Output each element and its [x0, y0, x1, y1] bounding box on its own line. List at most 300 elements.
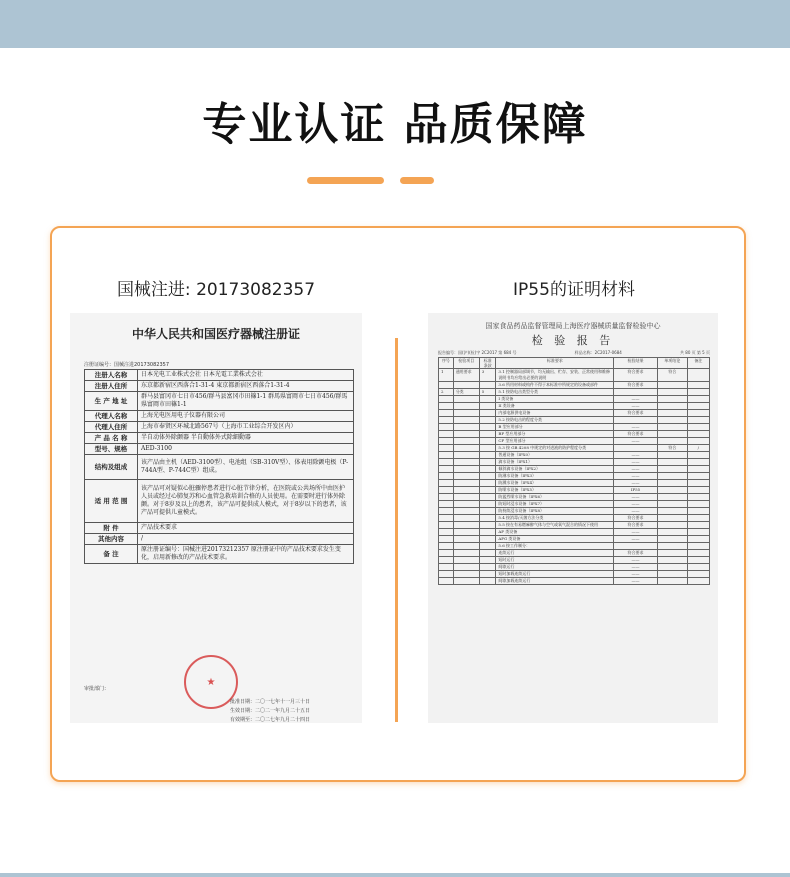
report-cell	[479, 417, 496, 424]
report-cell	[453, 543, 479, 550]
report-cell: 防溅水设备（IPX4）	[496, 480, 614, 487]
report-cell	[439, 459, 454, 466]
report-cell: ——	[614, 536, 657, 543]
report-cell	[479, 445, 496, 452]
report-cell	[439, 438, 454, 445]
expiry-date: 有效期至：二〇二七年九月二十四日	[230, 717, 311, 723]
report-cell	[479, 529, 496, 536]
report-cell	[479, 578, 496, 585]
report-row	[439, 403, 710, 410]
report-row	[439, 473, 710, 480]
certificate-field-label: 适 用 范 围	[85, 480, 138, 523]
report-cell	[479, 501, 496, 508]
report-cell	[453, 396, 479, 403]
report-cell: ——	[614, 452, 657, 459]
report-cell: 5	[479, 389, 496, 396]
report-cell: ——	[614, 529, 657, 536]
report-cell: ——	[614, 578, 657, 585]
report-title: 检 验 报 告	[531, 334, 615, 347]
report-cell: 间歇加载连续运行	[496, 578, 614, 585]
report-cell: 短时加载连续运行	[496, 571, 614, 578]
report-cell: ——	[614, 494, 657, 501]
certificate-field-value: AED-3100	[138, 444, 354, 455]
report-cell: 符合要求	[614, 550, 657, 557]
report-row	[439, 438, 710, 445]
report-cell: 5.4 按消毒/灭菌方法分类	[496, 515, 614, 522]
report-cell	[439, 480, 454, 487]
report-cell: 2	[439, 389, 454, 396]
certificate-field-label: 产 品 名 称	[85, 433, 138, 444]
report-cell	[687, 431, 709, 438]
report-sample: 样品名称：2C2017-0684	[574, 350, 622, 355]
report-cell	[453, 494, 479, 501]
certificate-field-value: 产品技术要求	[138, 523, 354, 534]
report-cell: ——	[614, 508, 657, 515]
report-meta	[438, 350, 710, 356]
report-cell	[479, 564, 496, 571]
report-cell: I 类设备	[496, 396, 614, 403]
center-divider	[395, 338, 398, 722]
report-cell	[479, 438, 496, 445]
report-cell	[657, 501, 687, 508]
report-cell	[657, 480, 687, 487]
report-cell	[687, 410, 709, 417]
report-cell	[439, 452, 454, 459]
report-cell	[439, 550, 454, 557]
right-caption: IP55的证明材料	[513, 280, 635, 300]
report-cell	[687, 501, 709, 508]
report-cell: 防喷水设备（IPX5）	[496, 487, 614, 494]
report-cell: CF 型应用部分	[496, 438, 614, 445]
report-cell	[453, 571, 479, 578]
report-row	[439, 536, 710, 543]
report-cell	[657, 529, 687, 536]
report-cell: 符合要求	[614, 382, 657, 389]
certificate-field-label: 型号、规格	[85, 444, 138, 455]
report-cell	[614, 417, 657, 424]
report-number: 报告编号：国(沪)(检)字 2C2017 第 684 号	[438, 350, 517, 355]
report-cell	[453, 529, 479, 536]
report-cell	[439, 571, 454, 578]
report-cell	[453, 438, 479, 445]
certificate-title: 中华人民共和国医疗器械注册证	[131, 327, 300, 341]
report-cell	[687, 494, 709, 501]
certificate-table	[84, 369, 354, 564]
certificate-field-label: 结构及组成	[85, 455, 138, 480]
report-cell	[439, 424, 454, 431]
report-cell: 滴水设备（IPX1）	[496, 459, 614, 466]
report-cell: ——	[614, 501, 657, 508]
report-row	[439, 382, 710, 389]
report-cell	[687, 403, 709, 410]
report-cell: ——	[614, 459, 657, 466]
report-cell: ——	[614, 396, 657, 403]
report-cell: ——	[614, 466, 657, 473]
report-cell	[687, 466, 709, 473]
certificate-authority: 审批部门：	[84, 686, 110, 692]
report-cell: 符合	[657, 369, 687, 382]
report-row	[439, 529, 710, 536]
report-cell	[439, 557, 454, 564]
report-row	[439, 557, 710, 564]
report-cell: 防淋水设备（IPX3）	[496, 473, 614, 480]
bottom-line	[0, 873, 790, 877]
report-cell	[687, 487, 709, 494]
report-cell	[453, 473, 479, 480]
report-cell	[479, 480, 496, 487]
report-cell	[657, 459, 687, 466]
report-row	[439, 389, 710, 396]
report-cell	[687, 536, 709, 543]
effective-date: 生效日期：二〇二一年九月二十五日	[230, 708, 311, 714]
certificate-field-value: 该产品由主机（AED-3100型）、电池组（SB-310V型）、体表用除颤电极（P-744A型、P-744C型）组成。	[138, 455, 354, 480]
report-cell	[453, 424, 479, 431]
report-cell	[453, 431, 479, 438]
certificate-row	[85, 523, 354, 534]
report-row	[439, 508, 710, 515]
report-row	[439, 550, 710, 557]
report-cell	[687, 522, 709, 529]
certificate-field-value: 该产品可对疑似心脏骤停患者进行心脏节律分析，在医院或公共场所中由医护人员或经过心肺复苏和心血管急救培训合格的人员使用。在需要时进行体外除颤。对于8岁及以上的患者，该产品可提供成人模式，对于8岁以下的患者，该产品可提供儿童模式。	[138, 480, 354, 523]
report-cell	[687, 473, 709, 480]
report-cell	[439, 529, 454, 536]
report-cell	[479, 494, 496, 501]
report-row	[439, 543, 710, 550]
report-cell	[657, 550, 687, 557]
report-cell: ——	[614, 480, 657, 487]
certificate-row	[85, 370, 354, 381]
report-cell	[657, 494, 687, 501]
report-cell	[439, 445, 454, 452]
report-cell	[453, 564, 479, 571]
report-row	[439, 501, 710, 508]
report-header-cell: 备注	[687, 358, 709, 369]
report-cell	[479, 543, 496, 550]
report-cell	[657, 431, 687, 438]
report-cell	[687, 369, 709, 382]
report-cell	[687, 396, 709, 403]
report-cell	[453, 522, 479, 529]
report-cell	[687, 578, 709, 585]
report-row	[439, 487, 710, 494]
report-cell	[614, 389, 657, 396]
report-cell	[479, 403, 496, 410]
report-cell	[687, 424, 709, 431]
report-cell: 倾斜滴水设备（IPX2）	[496, 466, 614, 473]
report-cell	[657, 424, 687, 431]
top-band	[0, 0, 790, 48]
report-row	[439, 431, 710, 438]
report-table	[438, 357, 710, 585]
certificate-row	[85, 433, 354, 444]
report-cell	[439, 522, 454, 529]
certificate-field-label: 备 注	[85, 545, 138, 564]
report-cell	[453, 550, 479, 557]
report-cell	[479, 396, 496, 403]
registration-certificate	[70, 313, 362, 723]
report-cell	[479, 550, 496, 557]
certificate-field-value: 上海光电医用电子仪器有限公司	[138, 411, 354, 422]
report-cell	[439, 417, 454, 424]
report-row	[439, 515, 710, 522]
report-cell	[453, 536, 479, 543]
page-title: 专业认证 品质保障	[202, 99, 588, 150]
report-cell	[657, 522, 687, 529]
report-cell	[479, 459, 496, 466]
report-cell	[687, 480, 709, 487]
report-header-cell: 标准条款	[479, 358, 496, 369]
report-cell	[453, 382, 479, 389]
report-cell: AP 类设备	[496, 529, 614, 536]
certificate-field-value: 半自动体外除颤器 半自動体外式除細動器	[138, 433, 354, 444]
report-cell: ——	[614, 424, 657, 431]
report-cell: ——	[614, 403, 657, 410]
report-cell	[439, 578, 454, 585]
report-cell: 3.6 所用材料或构件不得于本标准中所规定的设备或部件	[496, 382, 614, 389]
report-cell	[657, 578, 687, 585]
test-report	[428, 313, 718, 723]
report-cell: ——	[614, 557, 657, 564]
report-cell	[687, 543, 709, 550]
certificate-field-label: 注册人名称	[85, 370, 138, 381]
report-cell	[479, 536, 496, 543]
report-cell	[657, 543, 687, 550]
report-row	[439, 424, 710, 431]
certificate-field-value: 原注册证编号：国械注进20173212357 原注册证中的产品技术要求发生变化，启用新修改的产品技术要求。	[138, 545, 354, 564]
report-cell	[453, 466, 479, 473]
report-cell	[439, 410, 454, 417]
report-row	[439, 452, 710, 459]
report-cell	[453, 515, 479, 522]
report-cell	[657, 438, 687, 445]
report-cell	[439, 466, 454, 473]
report-cell	[453, 557, 479, 564]
report-cell: 符合要求	[614, 369, 657, 382]
report-cell	[657, 382, 687, 389]
certificate-row	[85, 411, 354, 422]
report-cell	[657, 508, 687, 515]
report-cell: 3.1 控制器局部调节，均无输出、贮存、安装、正常使用和维修说明书均应给出必要的说明	[496, 369, 614, 382]
report-cell: 5.6 按工作制分：	[496, 543, 614, 550]
report-row	[439, 445, 710, 452]
certificate-row	[85, 545, 354, 564]
report-cell: 3	[479, 369, 496, 382]
report-row	[439, 564, 710, 571]
report-cell	[439, 543, 454, 550]
report-cell	[479, 515, 496, 522]
certificate-field-value: /	[138, 534, 354, 545]
report-cell	[687, 459, 709, 466]
official-seal: ★	[184, 655, 238, 709]
report-cell	[657, 396, 687, 403]
report-cell: 短时运行	[496, 557, 614, 564]
report-cell	[687, 389, 709, 396]
report-cell	[439, 501, 454, 508]
report-cell	[657, 515, 687, 522]
report-cell	[657, 410, 687, 417]
certificate-dates	[230, 698, 310, 725]
report-cell: IP55	[614, 487, 657, 494]
report-row	[439, 494, 710, 501]
report-cell	[687, 382, 709, 389]
report-cell	[439, 487, 454, 494]
report-cell	[657, 417, 687, 424]
report-cell: 连续运行	[496, 550, 614, 557]
report-cell	[479, 508, 496, 515]
report-cell: 1	[439, 369, 454, 382]
report-cell	[439, 403, 454, 410]
certificate-row	[85, 480, 354, 523]
report-cell	[479, 571, 496, 578]
report-cell	[439, 508, 454, 515]
report-cell	[657, 473, 687, 480]
report-row	[439, 396, 710, 403]
certificate-row	[85, 381, 354, 392]
report-row	[439, 522, 710, 529]
certificate-field-label: 注册人住所	[85, 381, 138, 392]
report-cell: 防短时浸水设备（IPX7）	[496, 501, 614, 508]
report-cell	[453, 480, 479, 487]
report-cell	[657, 487, 687, 494]
report-cell	[439, 536, 454, 543]
report-row	[439, 369, 710, 382]
report-cell: 5.2 按防电击的程度分类	[496, 417, 614, 424]
certificate-field-value: 上海市奉贤区环城北路567号（上海市工业综合开发区内）	[138, 422, 354, 433]
left-caption: 国械注进: 20173082357	[116, 280, 316, 300]
report-header-cell: 检验项目	[453, 358, 479, 369]
title-underline-long	[307, 177, 384, 184]
report-cell	[657, 536, 687, 543]
report-organization: 国家食品药品监督管理局上海医疗器械质量监督检验中心	[485, 322, 661, 330]
report-cell	[687, 529, 709, 536]
report-cell	[479, 487, 496, 494]
report-cell	[687, 571, 709, 578]
report-cell: APG 类设备	[496, 536, 614, 543]
certificate-row	[85, 422, 354, 433]
report-cell	[453, 501, 479, 508]
report-cell: 符合	[657, 445, 687, 452]
report-cell	[657, 403, 687, 410]
report-cell: 5.3 按 GB 4208 中规定的对进液的防护程度分类	[496, 445, 614, 452]
report-cell	[687, 550, 709, 557]
report-cell: 符合要求	[614, 410, 657, 417]
report-cell	[479, 557, 496, 564]
certificate-field-value: 东京都新宿区西落合1-31-4 東京都新宿区西落合1-31-4	[138, 381, 354, 392]
certificate-field-label: 生 产 地 址	[85, 392, 138, 411]
report-cell	[614, 445, 657, 452]
title-underline-short	[400, 177, 434, 184]
report-cell	[614, 543, 657, 550]
report-cell	[453, 445, 479, 452]
report-header-cell: 标准要求	[496, 358, 614, 369]
report-cell	[453, 403, 479, 410]
report-cell	[657, 564, 687, 571]
report-row	[439, 410, 710, 417]
report-cell	[479, 431, 496, 438]
report-cell	[439, 382, 454, 389]
report-cell	[687, 452, 709, 459]
report-cell	[657, 389, 687, 396]
report-cell: 5.5 按在有易燃麻醉气体与空气或氧气混合的情况下使用	[496, 522, 614, 529]
report-cell	[479, 410, 496, 417]
report-cell: B 型应用部分	[496, 424, 614, 431]
report-cell	[687, 438, 709, 445]
report-cell	[687, 417, 709, 424]
report-cell: ——	[614, 571, 657, 578]
report-cell	[453, 487, 479, 494]
report-cell	[439, 564, 454, 571]
report-cell	[479, 473, 496, 480]
report-cell	[479, 452, 496, 459]
report-cell: 间歇运行	[496, 564, 614, 571]
report-cell	[687, 515, 709, 522]
report-cell	[453, 417, 479, 424]
certificate-row	[85, 392, 354, 411]
certificate-field-label: 其他内容	[85, 534, 138, 545]
report-cell: 分类	[453, 389, 479, 396]
report-cell	[453, 452, 479, 459]
report-cell	[687, 508, 709, 515]
report-row	[439, 480, 710, 487]
report-header-cell: 检验结果	[614, 358, 657, 369]
report-cell: 符合要求	[614, 431, 657, 438]
report-cell	[453, 578, 479, 585]
report-cell	[687, 564, 709, 571]
report-row	[439, 417, 710, 424]
certificate-row	[85, 534, 354, 545]
certificate-field-value: 群马县富冈市七日市456/群马县富冈市田篠1-1 群馬県富岡市七日市456/群馬県富岡市田篠1-1	[138, 392, 354, 411]
report-row	[439, 578, 710, 585]
report-cell	[657, 452, 687, 459]
certificate-field-value: 日本光电工业株式会社 日本光電工業株式会社	[138, 370, 354, 381]
report-cell	[657, 466, 687, 473]
report-cell: 符合要求	[614, 515, 657, 522]
report-cell: 防猛烈喷水设备（IPX6）	[496, 494, 614, 501]
report-cell: BF 型应用部分	[496, 431, 614, 438]
report-row	[439, 466, 710, 473]
report-cell	[453, 508, 479, 515]
report-cell: ——	[614, 564, 657, 571]
report-page: 共 80 页 第 5 页	[680, 350, 710, 355]
certificate-field-label: 附 件	[85, 523, 138, 534]
report-cell: 防持续浸水设备（IPX8）	[496, 508, 614, 515]
report-cell	[439, 473, 454, 480]
report-cell	[439, 431, 454, 438]
report-cell: 内部电源供电设备	[496, 410, 614, 417]
report-cell	[687, 557, 709, 564]
report-cell	[479, 522, 496, 529]
report-cell	[479, 424, 496, 431]
report-cell: /	[687, 445, 709, 452]
report-cell: 通用要求	[453, 369, 479, 382]
report-cell	[439, 396, 454, 403]
report-cell	[439, 515, 454, 522]
report-header-cell: 单项结论	[657, 358, 687, 369]
report-cell: 5.1 按防电击类型分类	[496, 389, 614, 396]
report-cell	[453, 410, 479, 417]
approval-date: 批准日期：二〇一七年十一月三十日	[230, 699, 311, 705]
report-cell: II 类设备	[496, 403, 614, 410]
report-row	[439, 459, 710, 466]
report-header-cell: 序号	[439, 358, 454, 369]
certificate-row	[85, 455, 354, 480]
report-cell: ——	[614, 473, 657, 480]
report-cell	[453, 459, 479, 466]
report-cell	[657, 571, 687, 578]
report-cell	[479, 382, 496, 389]
certificate-field-label: 代理人名称	[85, 411, 138, 422]
report-row	[439, 571, 710, 578]
